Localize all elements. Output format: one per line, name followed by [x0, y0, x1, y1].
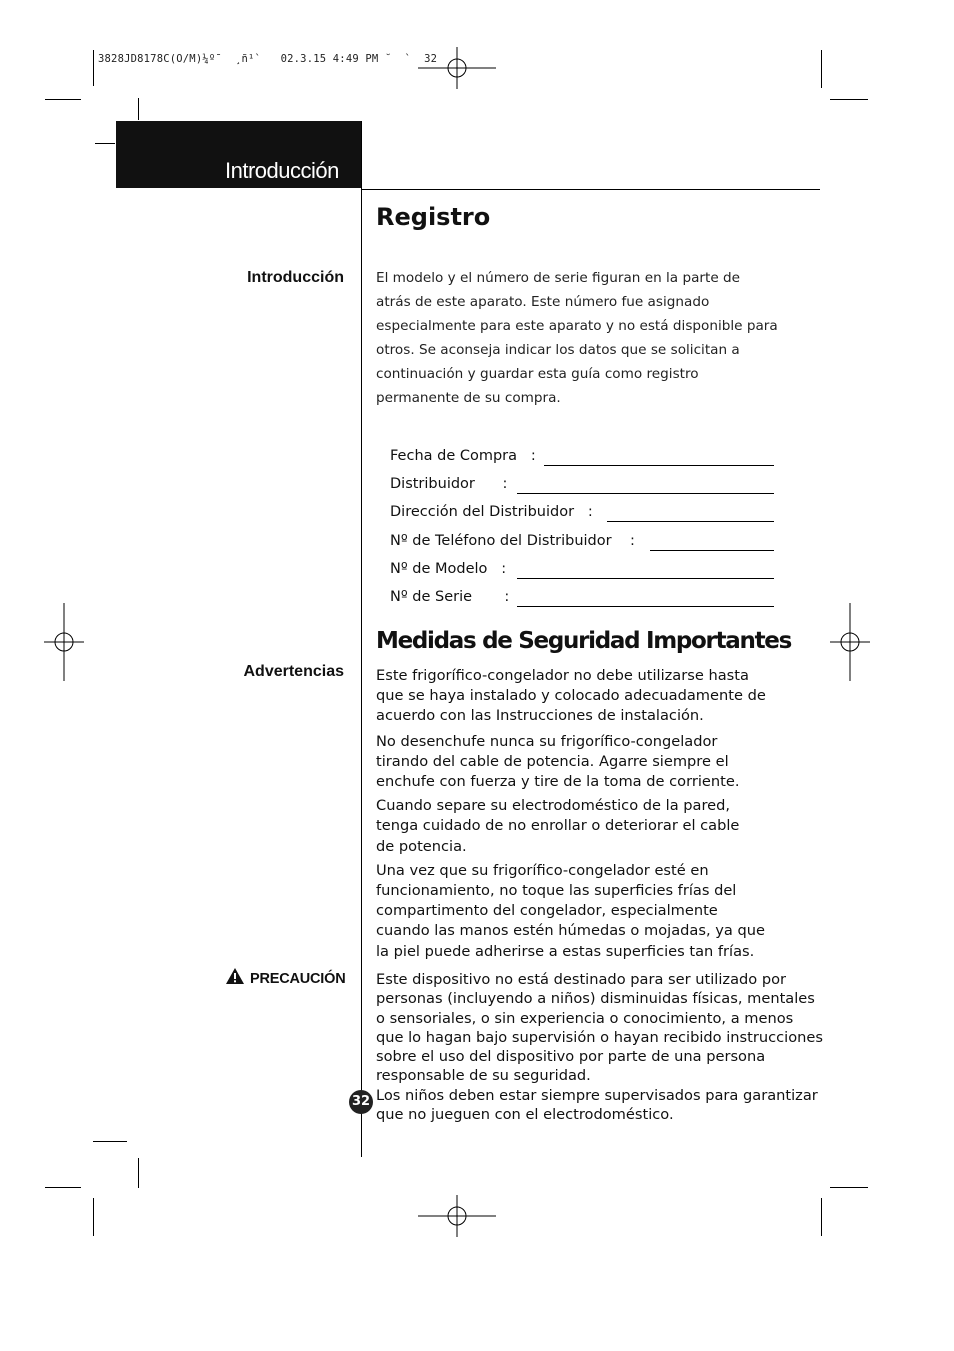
field-modelo: [390, 561, 774, 583]
precaucion-label: PRECAUCIÓN: [250, 971, 346, 987]
field-direccion-distribuidor: [390, 504, 774, 526]
safety-paragraph: Una vez que su frigorífico-congelador esté en funcionamiento, no toque las superficies frías del compartimento del congelador, especialmente cuando las manos estén húmedas o mojadas, ya que la piel puede adherirse a estas superficies tan frías.: [376, 861, 765, 960]
safety-paragraph: Este frigorífico-congelador no debe utilizarse hasta que se haya instalado y colocado adecuadamente de acuerdo con las Instrucciones de instalación.: [376, 667, 766, 725]
field-serie: [390, 589, 774, 611]
field-blank-line: [607, 521, 774, 522]
field-label: Nº de Modelo :: [390, 561, 507, 577]
page-number: 32: [349, 1090, 373, 1114]
seguridad-body: [376, 666, 836, 962]
field-telefono-distribuidor: [390, 533, 774, 555]
field-fecha-compra: [390, 448, 774, 470]
intro-line: atrás de este aparato. Este número fue asignado: [376, 294, 710, 310]
intro-line: continuación y guardar esta guía como registro: [376, 366, 699, 382]
registration-mark-top: [418, 47, 496, 89]
field-blank-line: [650, 550, 774, 551]
registro-title: Registro: [376, 203, 491, 231]
field-label: Fecha de Compra :: [390, 448, 536, 464]
seguridad-title: Medidas de Seguridad Importantes: [376, 628, 791, 654]
field-distribuidor: [390, 476, 774, 498]
field-blank-line: [544, 465, 774, 466]
header-title: Introducción: [225, 158, 339, 183]
header-rule: [361, 189, 820, 190]
registration-mark-bottom: [418, 1195, 496, 1237]
intro-line: otros. Se aconseja indicar los datos que se solicitan a: [376, 342, 740, 358]
printer-slug: 3828JD8178C(O/M)¼º¯ ¸ñ¹` 02.3.15 4:49 PM ˘ ` 32: [98, 53, 438, 65]
safety-paragraph: No desenchufe nunca su frigorífico-congelador tirando del cable de potencia. Agarre siempre el enchufe con fuerza y tire de la toma de corriente.: [376, 732, 740, 791]
field-blank-line: [517, 606, 774, 607]
registro-intro: [376, 266, 786, 410]
field-blank-line: [517, 578, 774, 579]
registration-mark-left: [44, 603, 84, 681]
field-label: Nº de Teléfono del Distribuidor :: [390, 533, 635, 549]
field-label: Dirección del Distribuidor :: [390, 504, 593, 520]
column-divider: [361, 121, 362, 1157]
advertencias-side-label: Advertencias: [243, 663, 344, 680]
field-blank-line: [517, 493, 774, 494]
caution-paragraph: Este dispositivo no está destinado para ser utilizado por personas (incluyendo a niños) disminuidas físicas, mentales o sensoriales, o sin experiencia o conocimiento, a menos que lo hagan bajo supervisión o hayan recibido instrucciones sobre el uso del dispositivo por parte de una persona responsable de su seguridad. Los niños deben estar siempre supervisados para garantizar que no jueguen con el electrodoméstico.: [376, 971, 823, 1124]
precaucion-body: [376, 970, 846, 1124]
registration-mark-right: [830, 603, 870, 681]
intro-line: El modelo y el número de serie figuran en la parte de: [376, 270, 740, 286]
introduccion-side-label: Introducción: [247, 269, 344, 286]
safety-paragraph: Cuando separe su electrodoméstico de la pared, tenga cuidado de no enrollar o deteriorar el cable de potencia.: [376, 797, 740, 855]
warning-triangle-icon: [226, 968, 244, 984]
field-label: Distribuidor :: [390, 476, 508, 492]
intro-line: permanente de su compra.: [376, 390, 561, 406]
intro-line: especialmente para este aparato y no está disponible para: [376, 318, 778, 334]
field-label: Nº de Serie :: [390, 589, 510, 605]
